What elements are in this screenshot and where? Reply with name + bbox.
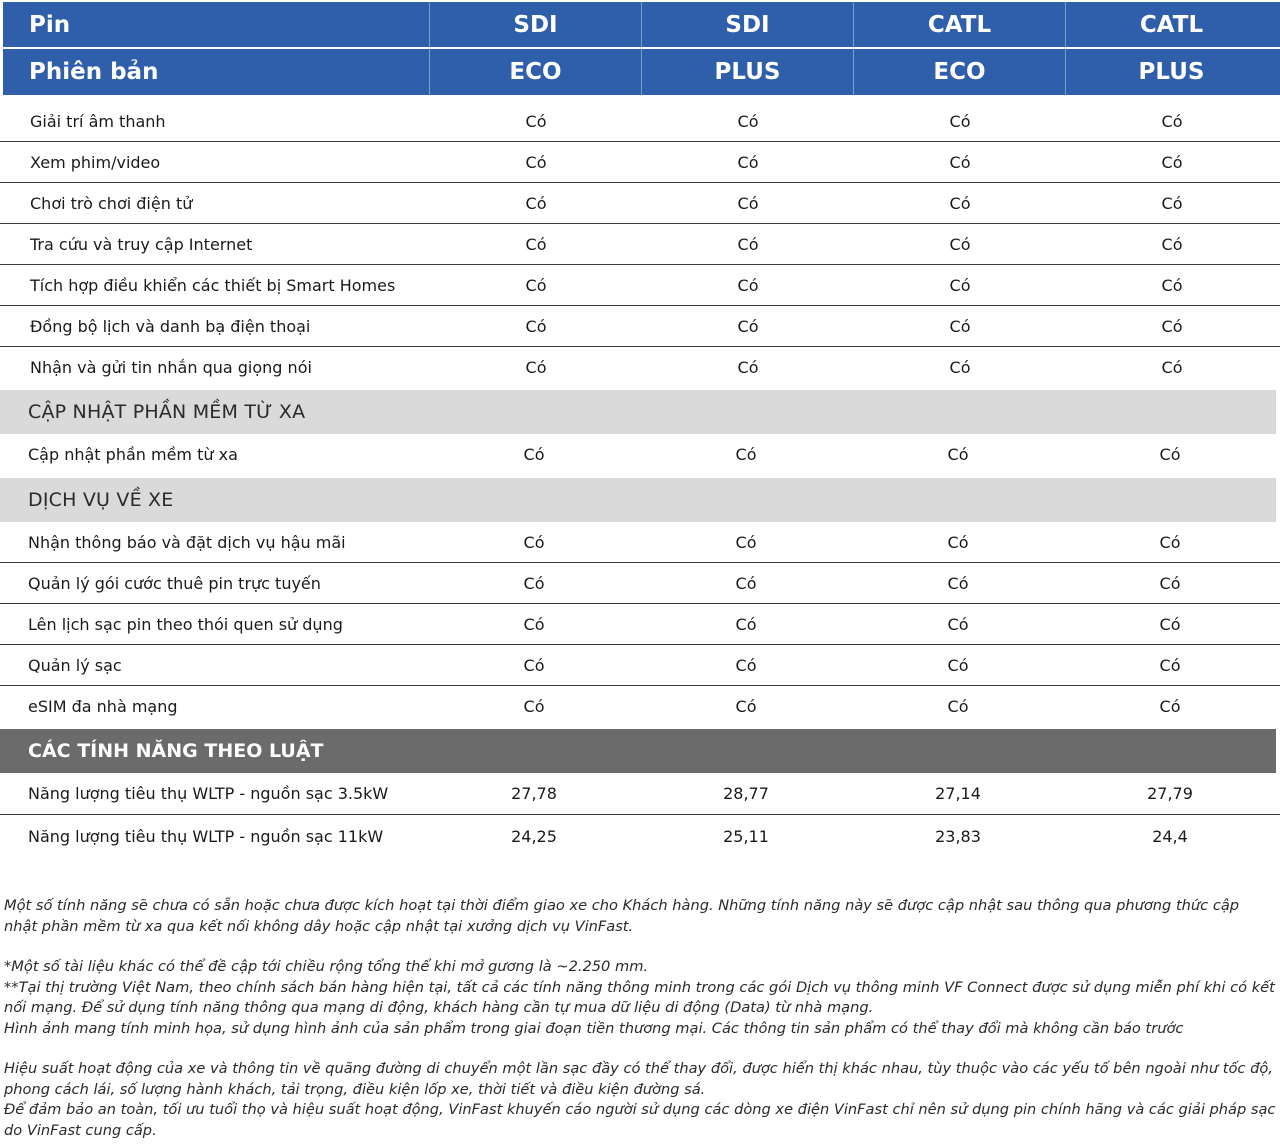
feature-value: Có (735, 655, 757, 675)
header-version-4: PLUS (1065, 49, 1277, 95)
feature-value: 28,77 (723, 784, 769, 803)
feature-label: Năng lượng tiêu thụ WLTP - nguồn sạc 11kW (28, 826, 384, 846)
feature-value: Có (1161, 275, 1183, 295)
note-paragraph: Để đảm bảo an toàn, tối ưu tuổi thọ và hiệu suất hoạt động, VinFast khuyến cáo người sử dụng các dòng xe điện VinFast chỉ nên sử dụng pin chính hãng và các giải pháp sạc do VinFast cung cấp. (4, 1101, 1276, 1139)
feature-value: Có (525, 111, 547, 131)
section-header-ota (0, 390, 1276, 434)
table-row (0, 686, 1280, 727)
feature-value: 27,79 (1147, 784, 1193, 803)
feature-label: Năng lượng tiêu thụ WLTP - nguồn sạc 3.5kW (28, 784, 389, 803)
feature-label: Chơi trò chơi điện tử (30, 193, 193, 213)
feature-value: Có (737, 111, 759, 131)
table-row (0, 347, 1280, 388)
feature-label: Xem phim/video (30, 152, 161, 172)
feature-label: Cập nhật phần mềm từ xa (28, 445, 238, 464)
feature-value: Có (947, 532, 969, 552)
note-paragraph: Hình ảnh mang tính minh họa, sử dụng hình ảnh của sản phẩm trong giai đoạn tiền thương mại. Các thông tin sản phẩm có thể thay đổi mà không cần báo trước (4, 1019, 1184, 1037)
feature-group-ota (0, 434, 1280, 475)
feature-value: Có (1161, 358, 1183, 377)
feature-value: Có (947, 445, 969, 464)
feature-value: Có (737, 234, 759, 254)
header-col-2: SDI (641, 2, 853, 48)
feature-value: Có (735, 614, 757, 634)
note-paragraph: Một số tính năng sẽ chưa có sẵn hoặc chưa được kích hoạt tại thời điểm giao xe cho Khách hàng. Những tính năng này sẽ được cập nhật sau thông qua phương thức cập nhật phần mềm từ xa qua kết nối không dây hoặc cập nhật tại xưởng dịch vụ VinFast. (4, 897, 1240, 935)
feature-label: Đồng bộ lịch và danh bạ điện thoại (30, 316, 311, 336)
feature-value: 24,25 (511, 826, 557, 846)
feature-value: Có (1159, 532, 1181, 552)
feature-label: Tra cứu và truy cập Internet (30, 234, 253, 254)
table-row (0, 265, 1280, 306)
feature-value: Có (1159, 655, 1181, 675)
header-col-4: CATL (1065, 2, 1277, 48)
feature-value: Có (737, 275, 759, 295)
feature-group-service (0, 522, 1280, 727)
feature-label: Tích hợp điều khiển các thiết bị Smart Homes (30, 275, 396, 295)
feature-value: 23,83 (935, 826, 981, 846)
feature-value: Có (735, 532, 757, 552)
header-label-pin: Pin (29, 12, 71, 38)
header-label-version: Phiên bản (29, 59, 159, 85)
header-col-3: CATL (853, 2, 1065, 48)
section-title: CÁC TÍNH NĂNG THEO LUẬT (28, 740, 324, 762)
table-row (0, 434, 1280, 475)
feature-value: Có (949, 193, 971, 213)
feature-label: Giải trí âm thanh (30, 111, 166, 131)
feature-value: 24,4 (1152, 826, 1188, 846)
feature-value: Có (737, 316, 759, 336)
section-title: DỊCH VỤ VỀ XE (28, 489, 174, 511)
feature-value: Có (737, 358, 759, 377)
note-paragraph: Hiệu suất hoạt động của xe và thông tin về quãng đường di chuyển một lần sạc đầy có thể thay đổi, được hiển thị khác nhau, tùy thuộc vào các yếu tố bên ngoài như tốc độ, phong cách lái, số lượng hành khách, tải trọng, điều kiện lốp xe, thời tiết và điều kiện đường sá. (4, 1060, 1273, 1098)
feature-value: Có (737, 193, 759, 213)
table-row (0, 773, 1280, 815)
feature-group-legal (0, 773, 1280, 857)
header-version-2: PLUS (641, 49, 853, 95)
table-row (0, 142, 1280, 183)
section-header-service (0, 478, 1276, 522)
feature-label: Quản lý gói cước thuê pin trực tuyến (28, 573, 321, 593)
table-row (0, 645, 1280, 686)
feature-label: Quản lý sạc (28, 655, 122, 675)
feature-value: Có (949, 358, 971, 377)
feature-group-infotainment (0, 101, 1280, 388)
table-row (0, 604, 1280, 645)
feature-value: 27,78 (511, 784, 557, 803)
feature-value: Có (949, 275, 971, 295)
header-version-3: ECO (853, 49, 1065, 95)
feature-value: Có (525, 152, 547, 172)
feature-value: 25,11 (723, 826, 769, 846)
feature-value: Có (1159, 445, 1181, 464)
header-row-battery (3, 2, 1280, 48)
feature-value: Có (523, 445, 545, 464)
feature-value: Có (947, 655, 969, 675)
feature-value: Có (523, 614, 545, 634)
feature-value: Có (949, 316, 971, 336)
header-row-version (3, 49, 1280, 95)
section-header-legal (0, 729, 1276, 773)
section-title: CẬP NHẬT PHẦN MỀM TỪ XA (28, 401, 306, 423)
feature-value: Có (949, 234, 971, 254)
header-col-1: SDI (429, 2, 641, 48)
feature-value: Có (525, 316, 547, 336)
header-version-1: ECO (429, 49, 641, 95)
feature-value: Có (1161, 316, 1183, 336)
feature-value: Có (1161, 111, 1183, 131)
feature-value: Có (523, 655, 545, 675)
feature-value: Có (1161, 193, 1183, 213)
feature-value: Có (949, 152, 971, 172)
feature-value: Có (735, 573, 757, 593)
feature-value: Có (525, 275, 547, 295)
table-row (0, 815, 1280, 857)
feature-value: Có (947, 697, 969, 716)
table-row (0, 183, 1280, 224)
feature-value: Có (525, 234, 547, 254)
feature-label: eSIM đa nhà mạng (28, 697, 178, 716)
feature-value: Có (1161, 234, 1183, 254)
feature-value: Có (947, 614, 969, 634)
feature-label: Nhận thông báo và đặt dịch vụ hậu mãi (28, 532, 346, 552)
feature-label: Nhận và gửi tin nhắn qua giọng nói (30, 358, 312, 377)
note-paragraph: *Một số tài liệu khác có thể đề cập tới chiều rộng tổng thể khi mở gương là ~2.250 mm. (4, 958, 649, 975)
feature-value: Có (525, 358, 547, 377)
feature-value: 27,14 (935, 784, 981, 803)
table-row (0, 224, 1280, 265)
feature-value: Có (523, 532, 545, 552)
feature-value: Có (737, 152, 759, 172)
feature-value: Có (1159, 573, 1181, 593)
feature-value: Có (1159, 697, 1181, 716)
feature-value: Có (1161, 152, 1183, 172)
feature-value: Có (525, 193, 547, 213)
feature-label: Lên lịch sạc pin theo thói quen sử dụng (28, 614, 343, 634)
footnotes (4, 896, 1276, 1141)
feature-value: Có (523, 697, 545, 716)
table-row (0, 563, 1280, 604)
feature-value: Có (947, 573, 969, 593)
table-row (0, 522, 1280, 563)
feature-value: Có (1159, 614, 1181, 634)
feature-value: Có (949, 111, 971, 131)
feature-value: Có (523, 573, 545, 593)
feature-value: Có (735, 697, 757, 716)
table-row (0, 306, 1280, 347)
table-row (0, 101, 1280, 142)
feature-value: Có (735, 445, 757, 464)
note-paragraph: **Tại thị trường Việt Nam, theo chính sách bán hàng hiện tại, tất cả các tính năng thông minh trong các gói Dịch vụ thông minh VF Connect được sử dụng miễn phí khi có kết nối mạng. Để sử dụng tính năng thông qua mạng di động, khách hàng cần tự mua dữ liệu di động (Data) từ nhà mạng. (4, 978, 1275, 1016)
